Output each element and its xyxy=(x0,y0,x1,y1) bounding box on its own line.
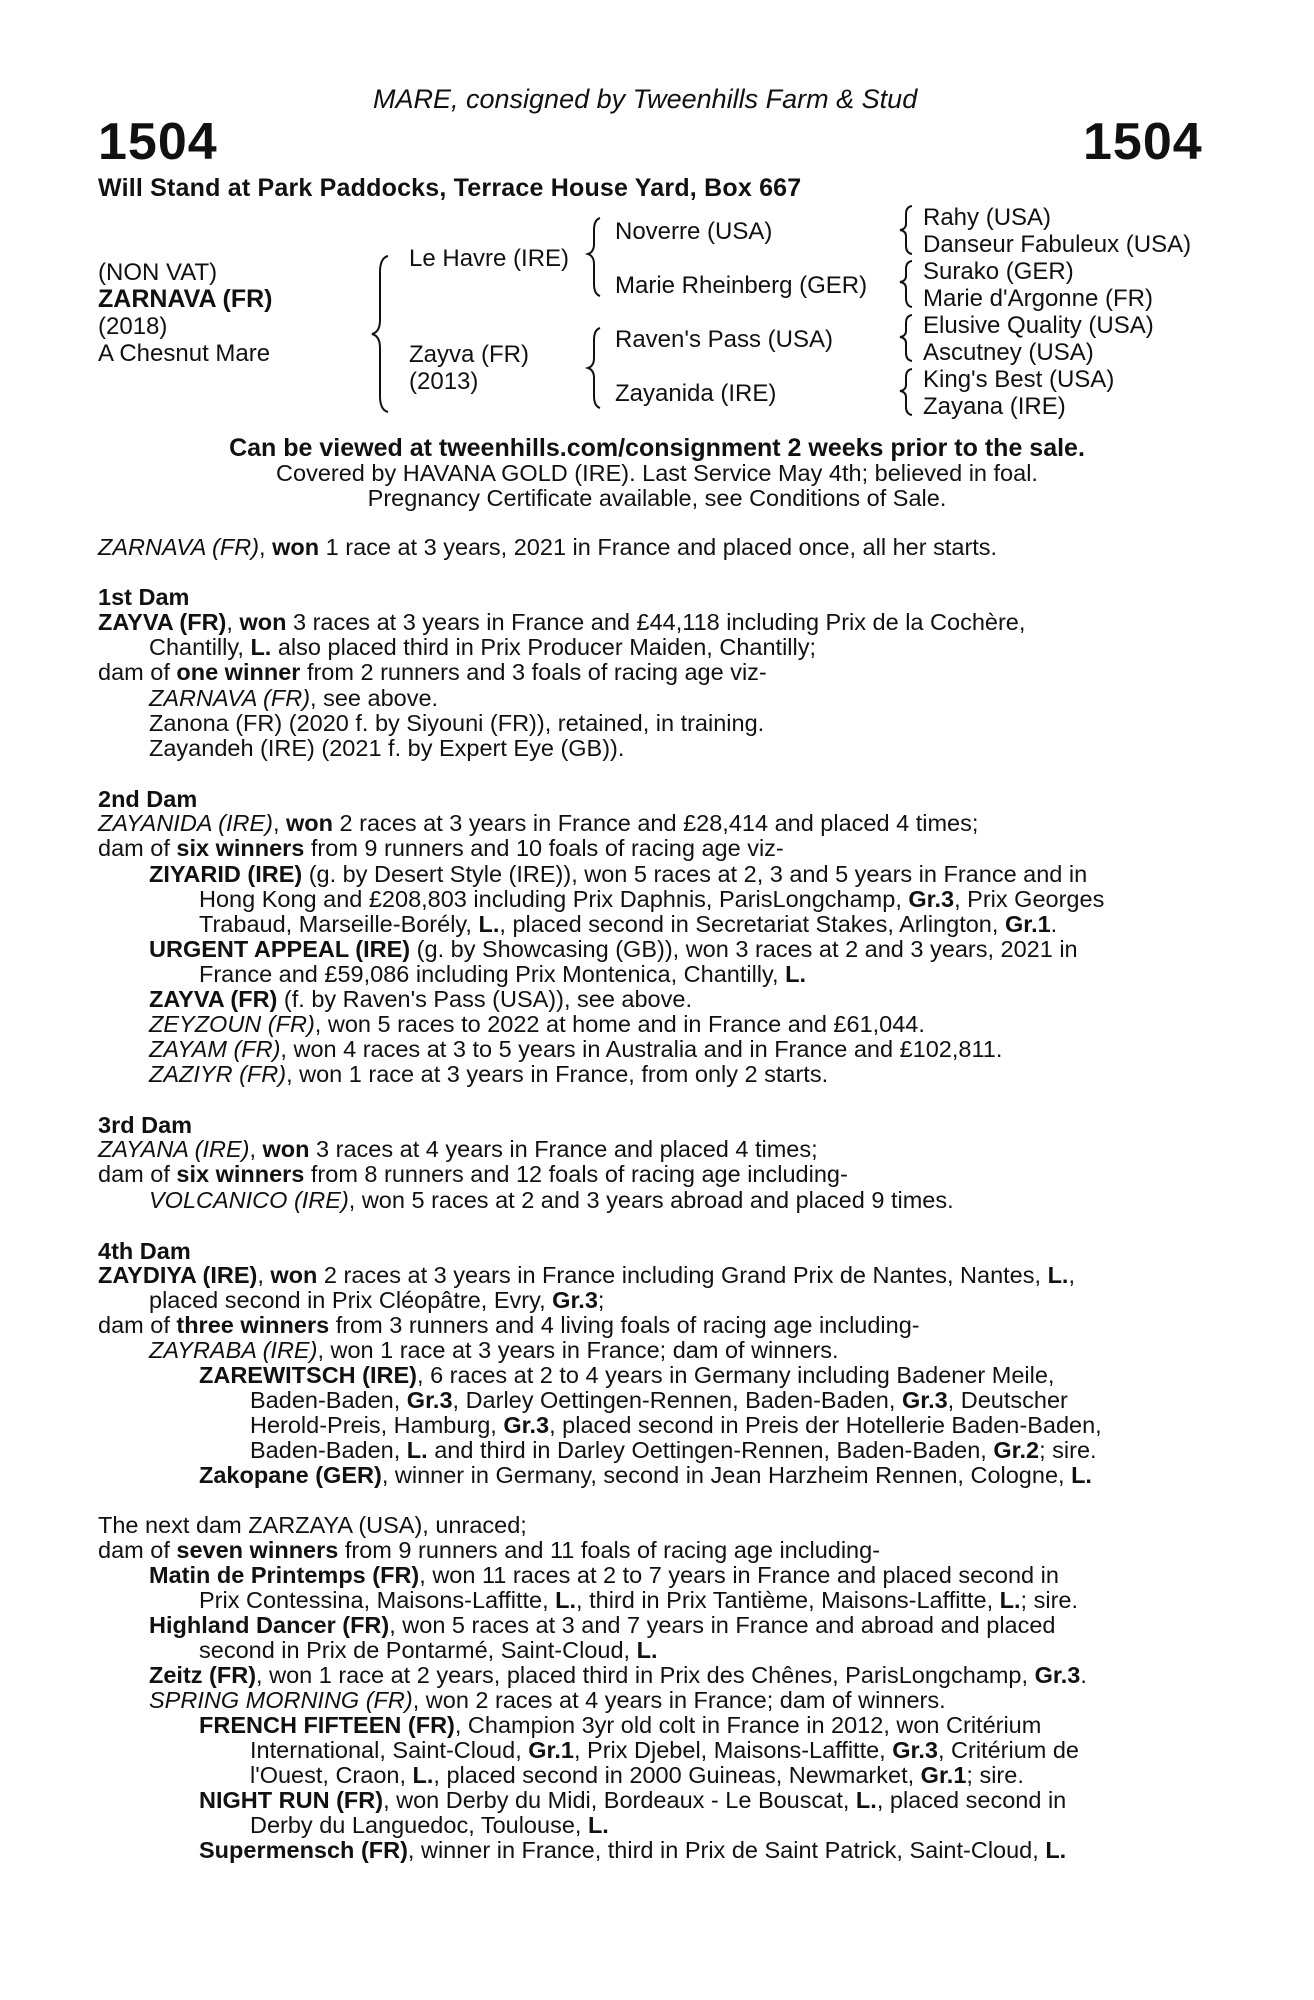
dam4-line1: ZAYDIYA (IRE), won 2 races at 3 years in France including Grand Prix de Nantes, Nantes, L., xyxy=(98,1262,1075,1288)
next-dam-matin-1: Matin de Printemps (FR), won 11 races at 2 to 7 years in France and placed second in xyxy=(149,1562,1059,1588)
next-dam-highland-2: second in Prix de Pontarmé, Saint-Cloud, L. xyxy=(199,1637,658,1663)
next-dam-line1: The next dam ZARZAYA (USA), unraced; xyxy=(98,1512,527,1538)
next-dam-matin-2: Prix Contessina, Maisons-Laffitte, L., third in Prix Tantième, Maisons-Laffitte, L.; sire. xyxy=(199,1587,1079,1613)
dam2-zaziyr: ZAZIYR (FR), won 1 race at 3 years in France, from only 2 starts. xyxy=(149,1061,829,1087)
dam4-zarewitsch-4: Baden-Baden, L. and third in Darley Oettingen-Rennen, Baden-Baden, Gr.2; sire. xyxy=(250,1437,1097,1463)
dam4-zarewitsch-3: Herold-Preis, Hamburg, Gr.3, placed second in Preis der Hotellerie Baden-Baden, xyxy=(250,1412,1102,1438)
intro-line: ZARNAVA (FR), won 1 race at 3 years, 2021 in France and placed once, all her starts. xyxy=(98,534,998,560)
horse-year: (2018) xyxy=(98,313,168,340)
pedigree-dam-dam: Zayanida (IRE) xyxy=(615,380,777,407)
stand-location: Will Stand at Park Paddocks, Terrace House Yard, Box 667 xyxy=(98,174,802,202)
dam2-urgent-1: URGENT APPEAL (IRE) (g. by Showcasing (GB)), won 3 races at 2 and 3 years, 2021 in xyxy=(149,936,1078,962)
dam2-zeyzoun: ZEYZOUN (FR), won 5 races to 2022 at home and in France and £61,044. xyxy=(149,1011,925,1037)
dam2-line1: ZAYANIDA (IRE), won 2 races at 3 years in France and £28,414 and placed 4 times; xyxy=(98,810,979,836)
pedigree-gg5: Elusive Quality (USA) xyxy=(923,312,1154,339)
lot-number-right: 1504 xyxy=(1083,113,1203,171)
dam2-ziyarid-3: Trabaud, Marseille-Borély, L., placed second in Secretariat Stakes, Arlington, Gr.1. xyxy=(199,911,1058,937)
pedigree-dam-year: (2013) xyxy=(409,368,479,395)
dam2-urgent-2: France and £59,086 including Prix Montenica, Chantilly, L. xyxy=(199,961,806,987)
covered-note: Covered by HAVANA GOLD (IRE). Last Service May 4th; believed in foal. xyxy=(276,460,1038,486)
pedigree-dam-sire: Raven's Pass (USA) xyxy=(615,326,833,353)
next-dam-night-run-1: NIGHT RUN (FR), won Derby du Midi, Bordeaux - Le Bouscat, L., placed second in xyxy=(199,1787,1067,1813)
dam2-line2: dam of six winners from 9 runners and 10 foals of racing age viz- xyxy=(98,835,784,861)
dam2-heading: 2nd Dam xyxy=(98,786,198,812)
dam2-ziyarid-2: Hong Kong and £208,803 including Prix Daphnis, ParisLongchamp, Gr.3, Prix Georges xyxy=(199,886,1105,912)
next-dam-night-run-2: Derby du Languedoc, Toulouse, L. xyxy=(250,1812,609,1838)
pedigree-gg1: Rahy (USA) xyxy=(923,204,1052,231)
pedigree-gg7: King's Best (USA) xyxy=(923,366,1115,393)
next-dam-spring-morning: SPRING MORNING (FR), won 2 races at 4 years in France; dam of winners. xyxy=(149,1687,946,1713)
next-dam-french-fifteen-2: International, Saint-Cloud, Gr.1, Prix Djebel, Maisons-Laffitte, Gr.3, Critérium de xyxy=(250,1737,1080,1763)
pedigree-dam: Zayva (FR) xyxy=(409,341,529,368)
next-dam-supermensch: Supermensch (FR), winner in France, third in Prix de Saint Patrick, Saint-Cloud, L. xyxy=(199,1837,1067,1863)
dam4-line3: dam of three winners from 3 runners and 4 living foals of racing age including- xyxy=(98,1312,920,1338)
dam3-volcanico: VOLCANICO (IRE), won 5 races at 2 and 3 years abroad and placed 9 times. xyxy=(149,1187,954,1213)
dam3-line1: ZAYANA (IRE), won 3 races at 4 years in France and placed 4 times; xyxy=(98,1136,818,1162)
dam1-line3: dam of one winner from 2 runners and 3 foals of racing age viz- xyxy=(98,659,767,685)
pregnancy-note: Pregnancy Certificate available, see Conditions of Sale. xyxy=(367,485,947,511)
pedigree-gg6: Ascutney (USA) xyxy=(923,339,1094,366)
next-dam-zeitz: Zeitz (FR), won 1 race at 2 years, placed third in Prix des Chênes, ParisLongchamp, Gr.3. xyxy=(149,1662,1087,1688)
dam2-zayva: ZAYVA (FR) (f. by Raven's Pass (USA)), see above. xyxy=(149,986,692,1012)
dam4-zarewitsch-2: Baden-Baden, Gr.3, Darley Oettingen-Rennen, Baden-Baden, Gr.3, Deutscher xyxy=(250,1387,1068,1413)
vat-status: (NON VAT) xyxy=(98,259,218,286)
dam1-progeny-1: ZARNAVA (FR), see above. xyxy=(149,685,439,711)
horse-description: A Chesnut Mare xyxy=(98,340,271,367)
viewing-note: Can be viewed at tweenhills.com/consignment 2 weeks prior to the sale. xyxy=(229,434,1085,462)
dam3-line2: dam of six winners from 8 runners and 12 foals of racing age including- xyxy=(98,1161,848,1187)
next-dam-line2: dam of seven winners from 9 runners and 11 foals of racing age including- xyxy=(98,1537,881,1563)
dam1-line1: ZAYVA (FR), won 3 races at 3 years in France and £44,118 including Prix de la Cochère, xyxy=(98,609,1026,635)
dam1-line2: Chantilly, L. also placed third in Prix Producer Maiden, Chantilly; xyxy=(149,634,817,660)
lot-number-left: 1504 xyxy=(98,113,218,171)
next-dam-french-fifteen-3: l'Ouest, Craon, L., placed second in 2000 Guineas, Newmarket, Gr.1; sire. xyxy=(250,1762,1024,1788)
pedigree-gg4: Marie d'Argonne (FR) xyxy=(923,285,1153,312)
dam1-heading: 1st Dam xyxy=(98,584,190,610)
pedigree-gg8: Zayana (IRE) xyxy=(923,393,1066,420)
dam1-progeny-3: Zayandeh (IRE) (2021 f. by Expert Eye (GB)). xyxy=(149,735,625,761)
pedigree-sire: Le Havre (IRE) xyxy=(409,245,570,272)
consignor-line: MARE, consigned by Tweenhills Farm & Stud xyxy=(373,84,918,114)
dam4-line2: placed second in Prix Cléopâtre, Evry, Gr.3; xyxy=(149,1287,605,1313)
pedigree-sire-dam: Marie Rheinberg (GER) xyxy=(615,272,868,299)
dam4-zarewitsch-1: ZAREWITSCH (IRE), 6 races at 2 to 4 years in Germany including Badener Meile, xyxy=(199,1362,1055,1388)
dam2-zayam: ZAYAM (FR), won 4 races at 3 to 5 years in Australia and in France and £102,811. xyxy=(149,1036,1003,1062)
dam3-heading: 3rd Dam xyxy=(98,1112,193,1138)
dam2-ziyarid-1: ZIYARID (IRE) (g. by Desert Style (IRE)), won 5 races at 2, 3 and 5 years in France and in xyxy=(149,861,1088,887)
pedigree-gg2: Danseur Fabuleux (USA) xyxy=(923,231,1192,258)
pedigree-gg3: Surako (GER) xyxy=(923,258,1074,285)
next-dam-french-fifteen-1: FRENCH FIFTEEN (FR), Champion 3yr old colt in France in 2012, won Critérium xyxy=(199,1712,1042,1738)
pedigree-sire-sire: Noverre (USA) xyxy=(615,218,773,245)
dam4-zayraba: ZAYRABA (IRE), won 1 race at 3 years in France; dam of winners. xyxy=(149,1337,839,1363)
horse-name: ZARNAVA (FR) xyxy=(98,285,273,313)
next-dam-highland-1: Highland Dancer (FR), won 5 races at 3 and 7 years in France and abroad and placed xyxy=(149,1612,1056,1638)
dam1-progeny-2: Zanona (FR) (2020 f. by Siyouni (FR)), retained, in training. xyxy=(149,710,765,736)
dam4-zakopane: Zakopane (GER), winner in Germany, second in Jean Harzheim Rennen, Cologne, L. xyxy=(199,1462,1092,1488)
dam4-heading: 4th Dam xyxy=(98,1238,191,1264)
